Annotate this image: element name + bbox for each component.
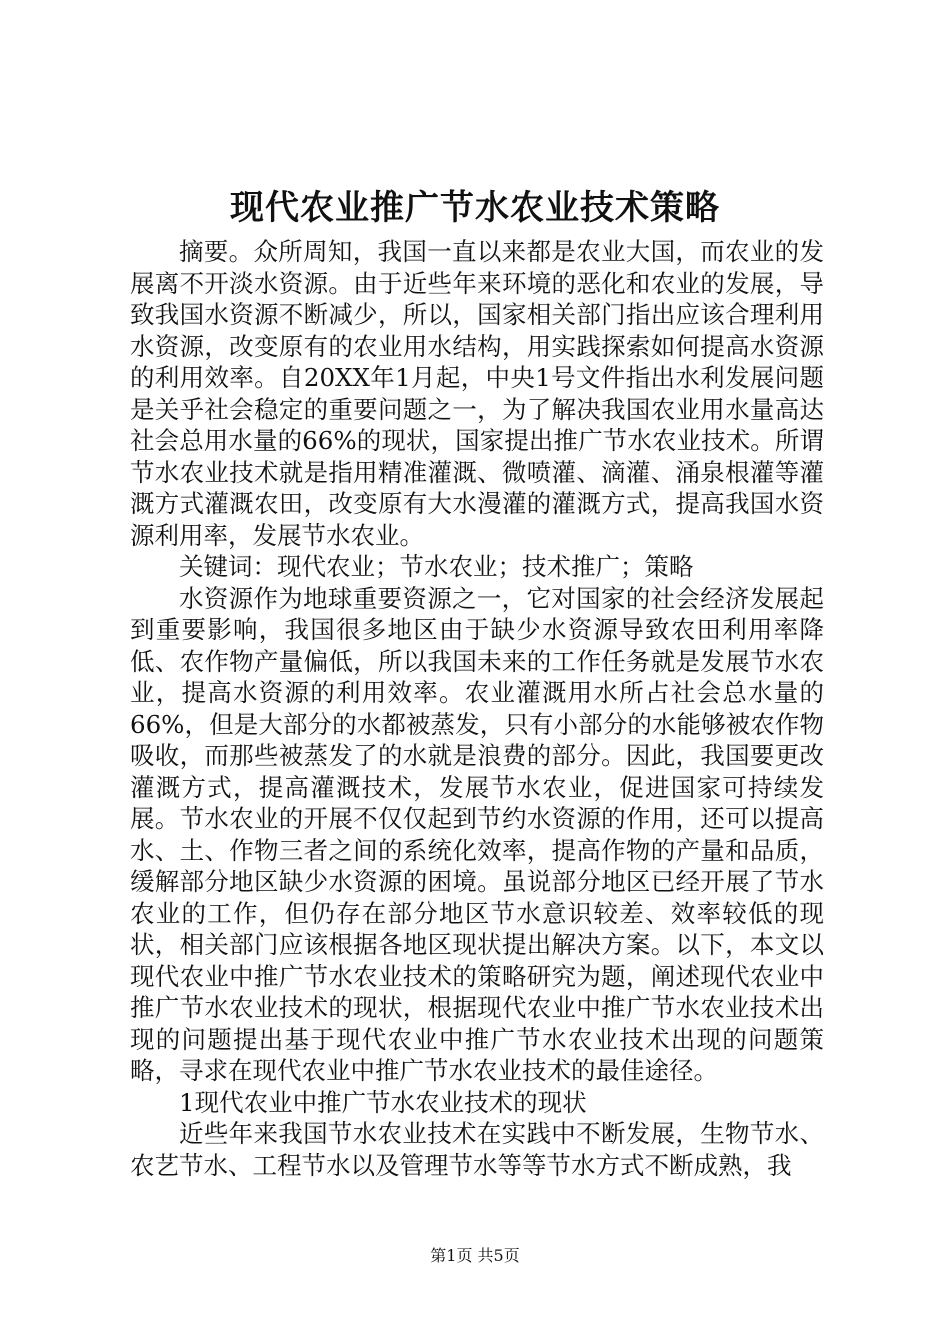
section-paragraph: 近些年来我国节水农业技术在实践中不断发展，生物节水、农艺节水、工程节水以及管理节水等等节水方式不断成熟，我 [130, 1119, 824, 1180]
page-footer: 第1页 共5页 [430, 1246, 520, 1265]
document-title: 现代农业推广节水农业技术策略 [230, 188, 720, 228]
document-body [130, 236, 824, 1181]
keywords-paragraph: 关键词：现代农业；节水农业；技术推广；策略 [179, 552, 694, 581]
abstract-paragraph: 摘要。众所周知，我国一直以来都是农业大国，而农业的发展离不开淡水资源。由于近些年来环境的恶化和农业的发展，导致我国水资源不断减少，所以，国家相关部门指出应该合理利用水资源，改变原有的农业用水结构，用实践探索如何提高水资源的利用效率。自20XX年1月起，中央1号文件指出水利发展问题是关乎社会稳定的重要问题之一，为了解决我国农业用水量高达社会总用水量的66%的现状，国家提出推广节水农业技术。所谓节水农业技术就是指用精准灌溉、微喷灌、滴灌、涌泉根灌等灌溉方式灌溉农田，改变原有大水漫灌的灌溉方式，提高我国水资源利用率，发展节水农业。 [130, 237, 824, 550]
intro-paragraph: 水资源作为地球重要资源之一，它对国家的社会经济发展起到重要影响，我国很多地区由于缺少水资源导致农田利用率降低、农作物产量偏低，所以我国未来的工作任务就是发展节水农业，提高水资源的利用效率。农业灌溉用水所占社会总水量的66%，但是大部分的水都被蒸发，只有小部分的水能够被农作物吸收，而那些被蒸发了的水就是浪费的部分。因此，我国要更改灌溉方式，提高灌溉技术，发展节水农业，促进国家可持续发展。节水农业的开展不仅仅起到节约水资源的作用，还可以提高水、土、作物三者之间的系统化效率，提高作物的产量和品质，缓解部分地区缺少水资源的困境。虽说部分地区已经开展了节水农业的工作，但仍存在部分地区节水意识较差、效率较低的现状，相关部门应该根据各地区现状提出解决方案。以下，本文以现代农业中推广节水农业技术的策略研究为题，阐述现代农业中推广节水农业技术的现状，根据现代农业中推广节水农业技术出现的问题提出基于现代农业中推广节水农业技术出现的问题策略，寻求在现代农业中推广节水农业技术的最佳途径。 [130, 583, 824, 1085]
section-heading: 1现代农业中推广节水农业技术的现状 [179, 1087, 587, 1117]
